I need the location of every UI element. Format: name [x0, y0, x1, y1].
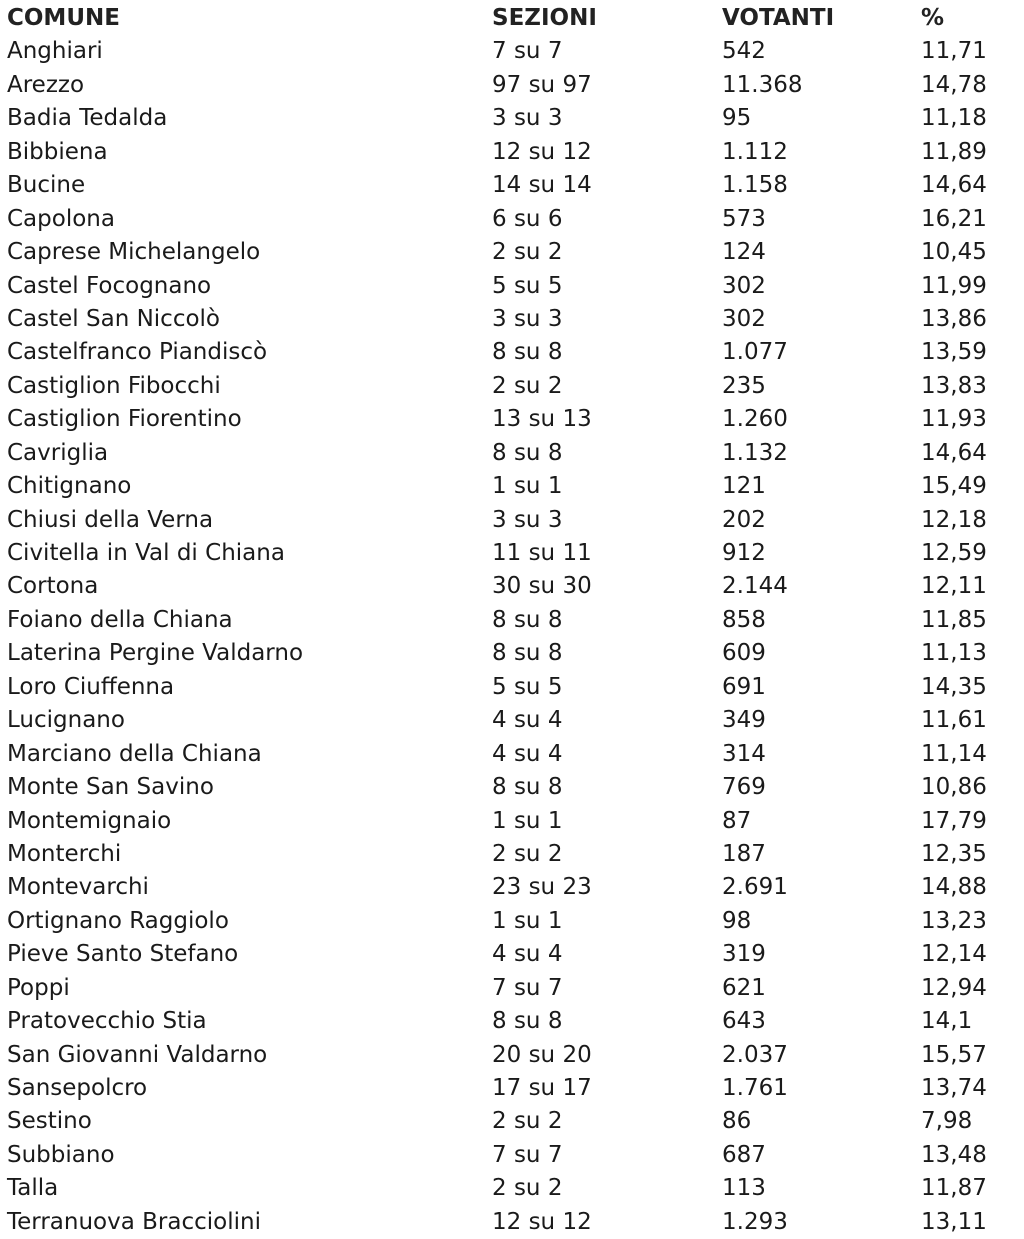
percent-cell: 11,61 [921, 707, 987, 734]
percent-cell: 14,64 [921, 439, 987, 466]
votanti-cell: 86 [722, 1108, 752, 1135]
percent-cell: 13,59 [921, 339, 987, 366]
sezioni-cell: 2 su 2 [492, 1108, 563, 1135]
votanti-cell: 1.761 [722, 1075, 788, 1101]
sezioni-cell: 23 su 23 [492, 874, 592, 901]
percent-cell: 12,35 [921, 840, 987, 867]
percent-cell: 14,35 [921, 673, 987, 700]
comune-cell: Pratovecchio Stia [7, 1008, 207, 1035]
table-row [7, 169, 1017, 202]
table-row [7, 537, 1017, 570]
comune-cell: Cavriglia [7, 439, 109, 466]
header-votanti: VOTANTI [722, 5, 835, 31]
votanti-cell: 573 [722, 205, 766, 232]
table-header-row [7, 2, 1017, 35]
votanti-cell: 87 [722, 807, 752, 834]
table-row [7, 1172, 1017, 1205]
comune-cell: Terranuova Bracciolini [7, 1208, 261, 1235]
percent-cell: 13,74 [921, 1075, 987, 1101]
comune-cell: Castel Focognano [7, 272, 212, 299]
table-row [7, 771, 1017, 804]
percent-cell: 11,85 [921, 606, 987, 633]
percent-cell: 11,14 [921, 740, 987, 767]
votanti-cell: 769 [722, 774, 766, 801]
sezioni-cell: 17 su 17 [492, 1075, 592, 1101]
percent-cell: 13,86 [921, 305, 987, 332]
votanti-cell: 1.132 [722, 439, 788, 466]
sezioni-cell: 13 su 13 [492, 406, 592, 433]
sezioni-cell: 30 su 30 [492, 573, 592, 600]
percent-cell: 17,79 [921, 807, 987, 834]
table-row [7, 871, 1017, 904]
table-row [7, 1139, 1017, 1172]
header-percent: % [921, 5, 945, 31]
votanti-cell: 1.260 [722, 406, 788, 433]
percent-cell: 11,13 [921, 640, 987, 667]
table-row [7, 1105, 1017, 1138]
table-row [7, 704, 1017, 737]
table-row [7, 604, 1017, 637]
sezioni-cell: 14 su 14 [492, 172, 592, 199]
votanti-cell: 2.037 [722, 1041, 788, 1068]
table-row [7, 1206, 1017, 1239]
comune-cell: Chiusi della Verna [7, 506, 214, 533]
votanti-cell: 1.112 [722, 138, 788, 165]
table-row [7, 838, 1017, 871]
comune-cell: Montevarchi [7, 874, 149, 901]
comune-cell: Lucignano [7, 707, 125, 734]
votanti-cell: 691 [722, 673, 766, 700]
table-row [7, 403, 1017, 436]
percent-cell: 15,57 [921, 1041, 987, 1068]
header-sezioni: SEZIONI [492, 5, 597, 31]
sezioni-cell: 3 su 3 [492, 305, 563, 332]
percent-cell: 15,49 [921, 473, 987, 500]
comune-cell: Marciano della Chiana [7, 740, 262, 767]
comune-cell: Castelfranco Piandiscò [7, 339, 268, 366]
comune-cell: Arezzo [7, 71, 85, 98]
sezioni-cell: 8 su 8 [492, 339, 563, 366]
table-row [7, 437, 1017, 470]
table-row [7, 637, 1017, 670]
sezioni-cell: 4 su 4 [492, 707, 563, 734]
percent-cell: 11,71 [921, 38, 987, 65]
votanti-cell: 314 [722, 740, 766, 767]
percent-cell: 10,45 [921, 239, 987, 266]
votanti-cell: 2.691 [722, 874, 788, 901]
percent-cell: 13,48 [921, 1141, 987, 1168]
sezioni-cell: 1 su 1 [492, 907, 563, 934]
votanti-cell: 187 [722, 840, 766, 867]
comune-cell: San Giovanni Valdarno [7, 1041, 268, 1068]
table-row [7, 805, 1017, 838]
percent-cell: 11,18 [921, 105, 987, 132]
table-row [7, 738, 1017, 771]
sezioni-cell: 3 su 3 [492, 105, 563, 132]
sezioni-cell: 20 su 20 [492, 1041, 592, 1068]
percent-cell: 12,11 [921, 573, 987, 600]
percent-cell: 16,21 [921, 205, 987, 232]
comune-cell: Bibbiena [7, 138, 108, 165]
sezioni-cell: 6 su 6 [492, 205, 563, 232]
table-row [7, 671, 1017, 704]
sezioni-cell: 8 su 8 [492, 774, 563, 801]
percent-cell: 7,98 [921, 1108, 973, 1135]
percent-cell: 14,78 [921, 71, 987, 98]
comune-cell: Bucine [7, 172, 86, 199]
table-row [7, 69, 1017, 102]
votanti-cell: 302 [722, 305, 766, 332]
comune-cell: Anghiari [7, 38, 103, 65]
votanti-cell: 235 [722, 372, 766, 399]
sezioni-cell: 8 su 8 [492, 1008, 563, 1035]
sezioni-cell: 1 su 1 [492, 807, 563, 834]
comune-cell: Caprese Michelangelo [7, 239, 261, 266]
percent-cell: 13,83 [921, 372, 987, 399]
comune-cell: Loro Ciuffenna [7, 673, 175, 700]
table-row [7, 270, 1017, 303]
votanti-cell: 609 [722, 640, 766, 667]
sezioni-cell: 7 su 7 [492, 974, 563, 1001]
votanti-cell: 643 [722, 1008, 766, 1035]
percent-cell: 11,93 [921, 406, 987, 433]
table-row [7, 236, 1017, 269]
comune-cell: Sestino [7, 1108, 92, 1135]
table-row [7, 972, 1017, 1005]
percent-cell: 13,23 [921, 907, 987, 934]
percent-cell: 14,1 [921, 1008, 973, 1035]
table-row [7, 35, 1017, 68]
votanti-cell: 349 [722, 707, 766, 734]
sezioni-cell: 3 su 3 [492, 506, 563, 533]
table-row [7, 905, 1017, 938]
sezioni-cell: 2 su 2 [492, 372, 563, 399]
percent-cell: 11,99 [921, 272, 987, 299]
percent-cell: 14,88 [921, 874, 987, 901]
comune-cell: Castiglion Fiorentino [7, 406, 242, 433]
sezioni-cell: 2 su 2 [492, 1175, 563, 1202]
comune-cell: Foiano della Chiana [7, 606, 233, 633]
votanti-cell: 95 [722, 105, 752, 132]
comune-cell: Montemignaio [7, 807, 172, 834]
votanti-cell: 1.077 [722, 339, 788, 366]
votanti-cell: 687 [722, 1141, 766, 1168]
sezioni-cell: 8 su 8 [492, 640, 563, 667]
table-body [7, 35, 1017, 1239]
comune-cell: Poppi [7, 974, 70, 1001]
sezioni-cell: 4 su 4 [492, 740, 563, 767]
comune-cell: Monte San Savino [7, 774, 214, 801]
votanti-cell: 11.368 [722, 71, 803, 98]
table-row [7, 303, 1017, 336]
table-row [7, 336, 1017, 369]
sezioni-cell: 12 su 12 [492, 1208, 592, 1235]
sezioni-cell: 2 su 2 [492, 239, 563, 266]
votanti-cell: 858 [722, 606, 766, 633]
votanti-cell: 542 [722, 38, 766, 65]
percent-cell: 12,94 [921, 974, 987, 1001]
table-row [7, 1072, 1017, 1105]
header-comune: COMUNE [7, 5, 120, 31]
comune-cell: Talla [7, 1175, 59, 1202]
votanti-cell: 124 [722, 239, 766, 266]
table-row [7, 938, 1017, 971]
table-row [7, 102, 1017, 135]
percent-cell: 12,59 [921, 540, 987, 566]
comune-cell: Castiglion Fibocchi [7, 372, 221, 399]
comune-cell: Cortona [7, 573, 99, 600]
comune-cell: Ortignano Raggiolo [7, 907, 229, 934]
votanti-cell: 113 [722, 1175, 766, 1202]
comune-cell: Capolona [7, 205, 115, 232]
votanti-cell: 98 [722, 907, 752, 934]
table-row [7, 1005, 1017, 1038]
comune-cell: Monterchi [7, 840, 122, 867]
votanti-cell: 1.158 [722, 172, 788, 199]
votanti-cell: 2.144 [722, 573, 788, 600]
sezioni-cell: 5 su 5 [492, 272, 563, 299]
votanti-cell: 1.293 [722, 1208, 788, 1235]
percent-cell: 11,89 [921, 138, 987, 165]
comune-cell: Civitella in Val di Chiana [7, 540, 285, 566]
votanti-cell: 302 [722, 272, 766, 299]
comune-cell: Castel San Niccolò [7, 305, 221, 332]
table-row [7, 136, 1017, 169]
percent-cell: 13,11 [921, 1208, 987, 1235]
percent-cell: 10,86 [921, 774, 987, 801]
table-row [7, 504, 1017, 537]
sezioni-cell: 7 su 7 [492, 1141, 563, 1168]
comune-cell: Laterina Pergine Valdarno [7, 640, 304, 667]
sezioni-cell: 8 su 8 [492, 439, 563, 466]
percent-cell: 12,14 [921, 941, 987, 968]
comune-cell: Sansepolcro [7, 1075, 148, 1101]
table-row [7, 570, 1017, 603]
votanti-cell: 202 [722, 506, 766, 533]
sezioni-cell: 1 su 1 [492, 473, 563, 500]
sezioni-cell: 97 su 97 [492, 71, 592, 98]
table-row [7, 470, 1017, 503]
sezioni-cell: 11 su 11 [492, 540, 592, 566]
votanti-cell: 319 [722, 941, 766, 968]
percent-cell: 11,87 [921, 1175, 987, 1202]
comune-cell: Subbiano [7, 1141, 115, 1168]
table-row [7, 370, 1017, 403]
sezioni-cell: 5 su 5 [492, 673, 563, 700]
votanti-cell: 121 [722, 473, 766, 500]
table-row [7, 1039, 1017, 1072]
percent-cell: 14,64 [921, 172, 987, 199]
sezioni-cell: 7 su 7 [492, 38, 563, 65]
votanti-cell: 621 [722, 974, 766, 1001]
sezioni-cell: 12 su 12 [492, 138, 592, 165]
sezioni-cell: 4 su 4 [492, 941, 563, 968]
votanti-cell: 912 [722, 540, 766, 566]
comune-cell: Pieve Santo Stefano [7, 941, 239, 968]
comune-cell: Badia Tedalda [7, 105, 168, 132]
turnout-table [7, 2, 1017, 1239]
sezioni-cell: 2 su 2 [492, 840, 563, 867]
comune-cell: Chitignano [7, 473, 132, 500]
table-row [7, 203, 1017, 236]
percent-cell: 12,18 [921, 506, 987, 533]
sezioni-cell: 8 su 8 [492, 606, 563, 633]
